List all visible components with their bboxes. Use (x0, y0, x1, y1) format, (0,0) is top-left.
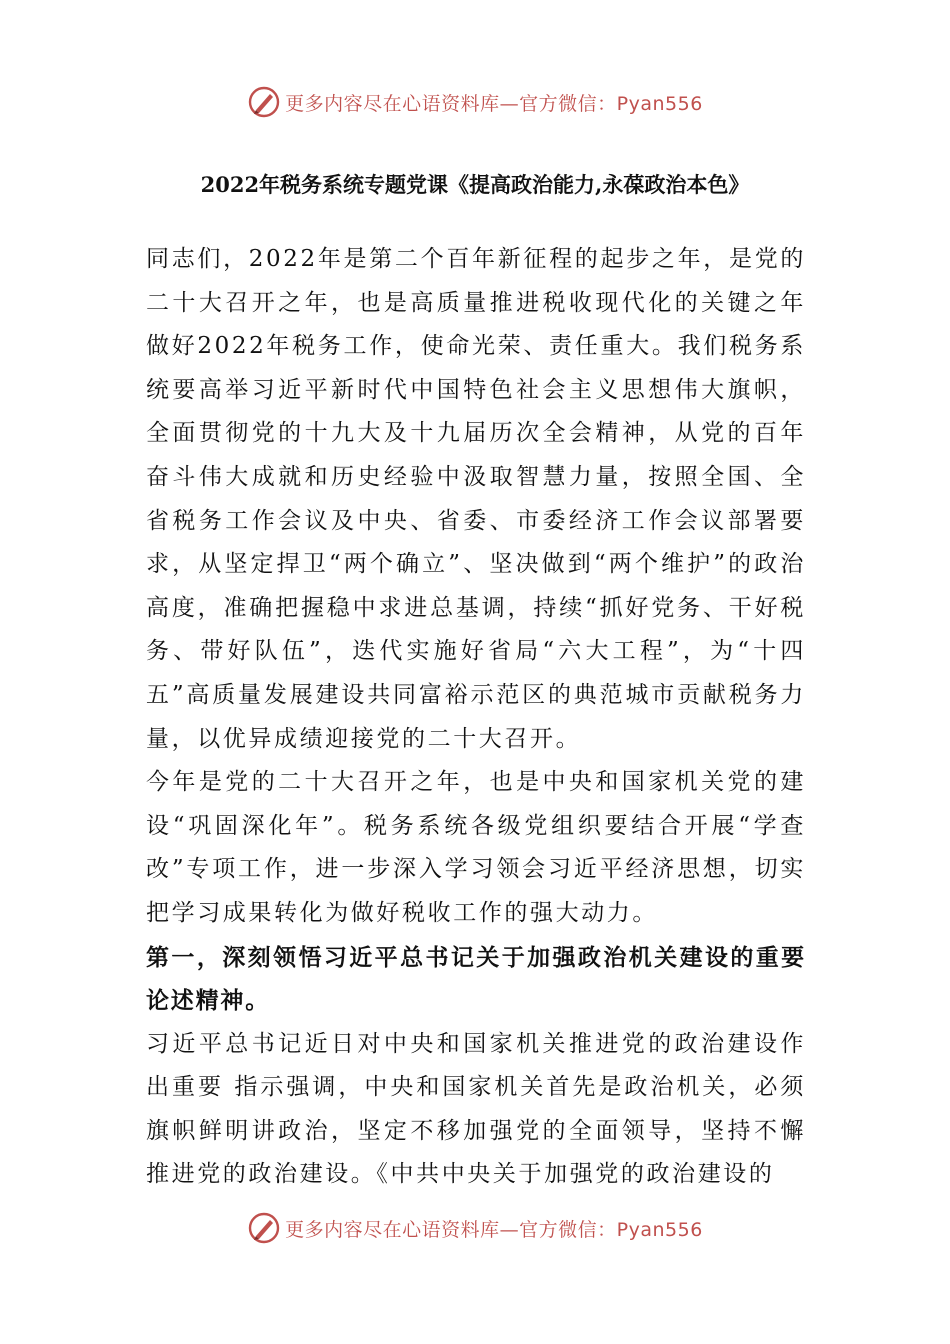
document-title: 2022年税务系统专题党课《提高政治能力,永葆政治本色》 (200, 172, 750, 197)
paragraph-this-year: 今年是党的二十大召开之年，也是中央和国家机关党的建设“巩固深化年”。税务系统各级党组织要结合开展“学查改”专项工作，进一步深入学习领会习近平经济思想，切实把学习成果转化为做好税收工作的强大动力。 (146, 769, 806, 926)
paragraph-intro: 同志们，2022年是第二个百年新征程的起步之年，是党的二十大召开之年，也是高质量推进税收现代化的关键之年做好2022年税务工作，使命光荣、责任重大。我们税务系统要高举习近平新时代中国特色社会主义思想伟大旗帜，全面贯彻党的十九大及十九届历次全会精神，从党的百年奋斗伟大成就和历史经验中汲取智慧力量，按照全国、全省税务工作会议及中央、省委、市委经济工作会议部署要求，从坚定捍卫“两个确立”、坚决做到“两个维护”的政治高度，准确把握稳中求进总基调，持续“抓好党务、干好税务、带好队伍”，迭代实施好省局“六大工程”，为“十四五”高质量发展建设共同富裕示范区的典范城市贡献税务力量，以优异成绩迎接党的二十大召开。 (146, 246, 806, 752)
watermark-text-cn: 更多内容尽在心语资料库—官方微信： (285, 1218, 617, 1241)
watermark-wechat-id: Pyan556 (616, 1218, 703, 1241)
watermark-text (285, 1215, 703, 1242)
paragraph-instructions: 习近平总书记近日对中央和国家机关推进党的政治建设作出重要 指示强调，中央和国家机关首先是政治机关，必须旗帜鲜明讲政治，坚定不移加强党的全面领导，坚持不懈推进党的政治建设。《中共中央关于加强党的政治建设的 (146, 1030, 806, 1188)
pen-circle-logo-icon (247, 1211, 281, 1245)
watermark-banner-bottom (0, 1208, 950, 1248)
pen-circle-logo-icon (247, 85, 281, 119)
watermark-wechat-id: Pyan556 (616, 92, 703, 115)
section-heading-first: 第一，深刻领悟习近平总书记关于加强政治机关建设的重要论述精神。 (146, 943, 806, 1015)
watermark-text-cn: 更多内容尽在心语资料库—官方微信： (285, 92, 617, 115)
document-body (146, 238, 806, 1197)
watermark-text (285, 89, 703, 116)
watermark-banner-top (0, 82, 950, 122)
